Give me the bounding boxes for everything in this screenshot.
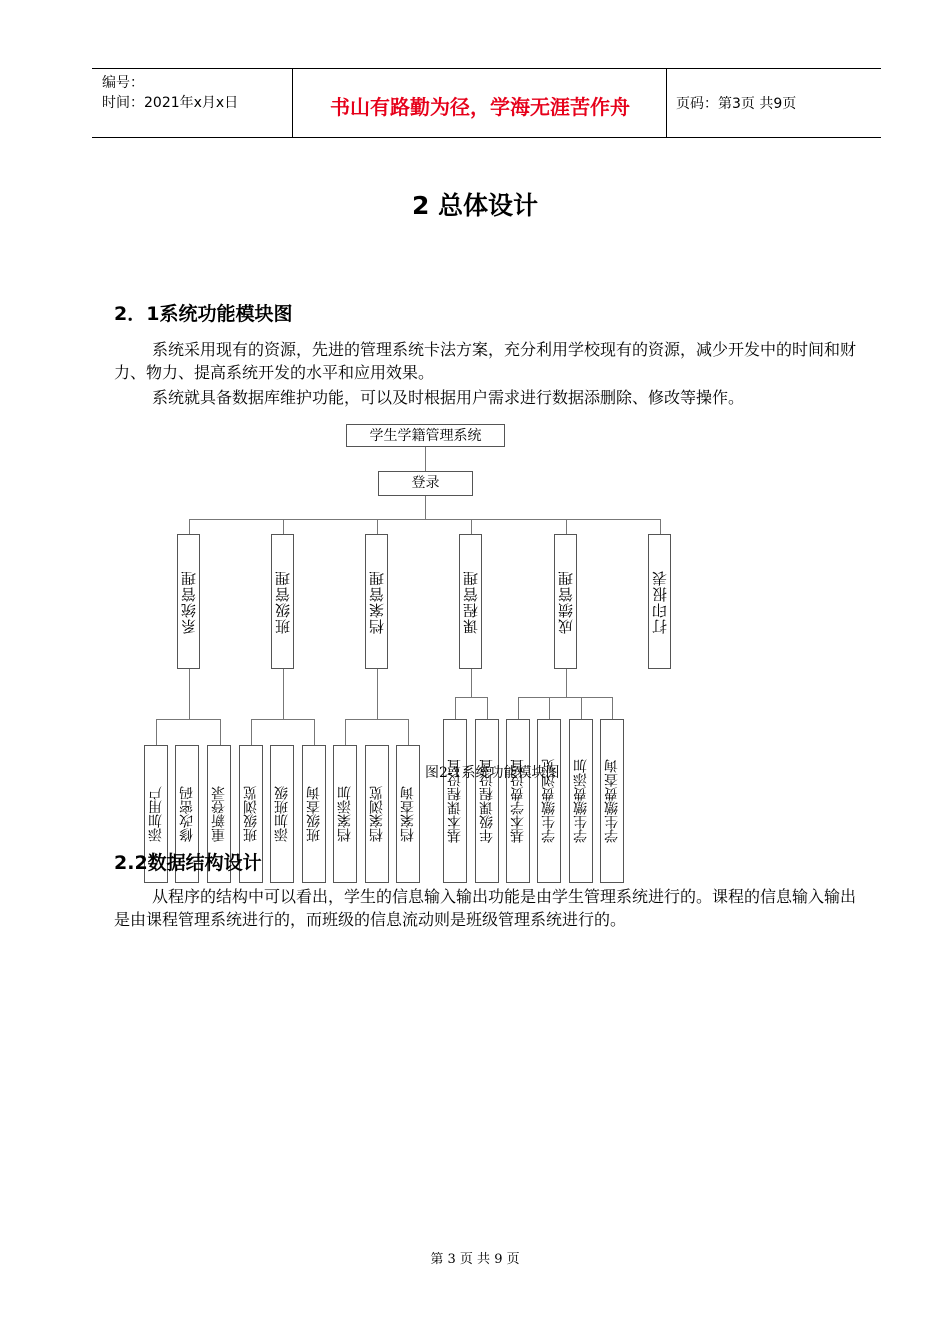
page-footer: 第 3 页 共 9 页 xyxy=(430,1252,520,1267)
leaf-label: 添加用户 xyxy=(148,786,164,842)
connector-line xyxy=(156,719,220,720)
connector-line xyxy=(189,519,661,520)
diagram-leaf-node xyxy=(569,719,593,883)
connector-line xyxy=(189,669,190,719)
leaf-label: 档案浏览 xyxy=(369,786,385,842)
diagram-leaf-node xyxy=(333,745,357,883)
module-label: 成绩管理 xyxy=(557,569,575,634)
connector-line xyxy=(283,519,284,534)
diagram-module-node xyxy=(177,534,200,669)
diagram-module-node xyxy=(648,534,671,669)
connector-line xyxy=(549,697,550,719)
connector-line xyxy=(660,519,661,534)
connector-line xyxy=(345,719,408,720)
diagram-module-node xyxy=(459,534,482,669)
connector-line xyxy=(471,519,472,534)
leaf-label: 班级浏览 xyxy=(243,786,259,842)
figure-caption: 图2-1系统功能模块图 xyxy=(425,765,560,781)
connector-line xyxy=(377,669,378,719)
diagram-leaf-node xyxy=(365,745,389,883)
leaf-label: 学生缴费查询 xyxy=(604,759,620,843)
leaf-label: 档案添加 xyxy=(337,786,353,842)
connector-line xyxy=(425,495,426,519)
header-meta xyxy=(102,73,238,113)
paragraph: 从程序的结构中可以看出，学生的信息输入输出功能是由学生管理系统进行的。课程的信息输入输出是由课程管理系统进行的，而班级的信息流动则是班级管理系统进行的。 xyxy=(114,887,857,929)
connector-line xyxy=(518,697,519,719)
diagram-root-node: 学生学籍管理系统 xyxy=(346,424,505,447)
leaf-label: 重新登录 xyxy=(211,786,227,842)
header-divider xyxy=(666,69,667,137)
connector-line xyxy=(251,719,252,745)
header-page-number: 页码：第3页 共9页 xyxy=(676,96,797,112)
diagram-module-node xyxy=(271,534,294,669)
module-label: 档案管理 xyxy=(368,569,386,634)
leaf-label: 基本课程设置 xyxy=(447,759,463,843)
connector-line xyxy=(566,519,567,534)
connector-line xyxy=(471,669,472,697)
header-motto: 书山有路勤为径，学海无涯苦作舟 xyxy=(330,95,630,119)
diagram-leaf-node xyxy=(537,719,561,883)
connector-line xyxy=(566,669,567,697)
diagram-login-node: 登录 xyxy=(378,471,473,496)
module-label: 班级管理 xyxy=(274,569,292,634)
connector-line xyxy=(156,719,157,745)
leaf-label: 学生缴费浏览 xyxy=(541,759,557,843)
connector-line xyxy=(425,446,426,472)
connector-line xyxy=(612,697,613,719)
connector-line xyxy=(455,697,456,719)
connector-line xyxy=(283,669,284,719)
connector-line xyxy=(345,719,346,745)
connector-line xyxy=(455,697,488,698)
connector-line xyxy=(487,697,488,719)
leaf-label: 班级查询 xyxy=(306,786,322,842)
connector-line xyxy=(518,697,613,698)
diagram-leaf-node xyxy=(600,719,624,883)
document-number: 编号： xyxy=(102,75,144,91)
diagram-leaf-node xyxy=(270,745,294,883)
diagram-leaf-node xyxy=(506,719,530,883)
chapter-title: 2 总体设计 xyxy=(411,191,539,220)
document-time: 时间：2021年x月x日 xyxy=(102,95,239,111)
connector-line xyxy=(408,719,409,745)
section-heading: 2.2数据结构设计 xyxy=(114,852,262,874)
leaf-label: 档案查询 xyxy=(400,786,416,842)
module-label: 课程管理 xyxy=(462,569,480,634)
connector-line xyxy=(314,719,315,745)
leaf-label: 学生缴费添加 xyxy=(573,759,589,843)
connector-line xyxy=(251,719,314,720)
connector-line xyxy=(220,719,221,745)
diagram-module-node xyxy=(365,534,388,669)
diagram-leaf-node xyxy=(475,719,499,883)
leaf-label: 年级课程设置 xyxy=(479,759,495,843)
connector-line xyxy=(189,519,190,534)
leaf-label: 修改密码 xyxy=(179,786,195,842)
diagram-leaf-node xyxy=(396,745,420,883)
diagram-module-node xyxy=(554,534,577,669)
connector-line xyxy=(581,697,582,719)
diagram-leaf-node xyxy=(302,745,326,883)
paragraph: 系统就具备数据库维护功能，可以及时根据用户需求进行数据添删除、修改等操作。 xyxy=(152,388,745,407)
module-label: 打印报表 xyxy=(651,569,669,634)
leaf-label: 基本学费设置 xyxy=(510,759,526,843)
diagram-leaf-node xyxy=(443,719,467,883)
leaf-label: 添加班级 xyxy=(274,786,290,842)
connector-line xyxy=(377,519,378,534)
section-heading: 2．1系统功能模块图 xyxy=(114,303,293,325)
paragraph: 系统采用现有的资源，先进的管理系统卡法方案，充分利用学校现有的资源，减少开发中的时间和财力、物力、提高系统开发的水平和应用效果。 xyxy=(114,340,857,382)
header-divider xyxy=(292,69,293,137)
page-header xyxy=(92,68,881,138)
module-label: 系统管理 xyxy=(180,569,198,634)
